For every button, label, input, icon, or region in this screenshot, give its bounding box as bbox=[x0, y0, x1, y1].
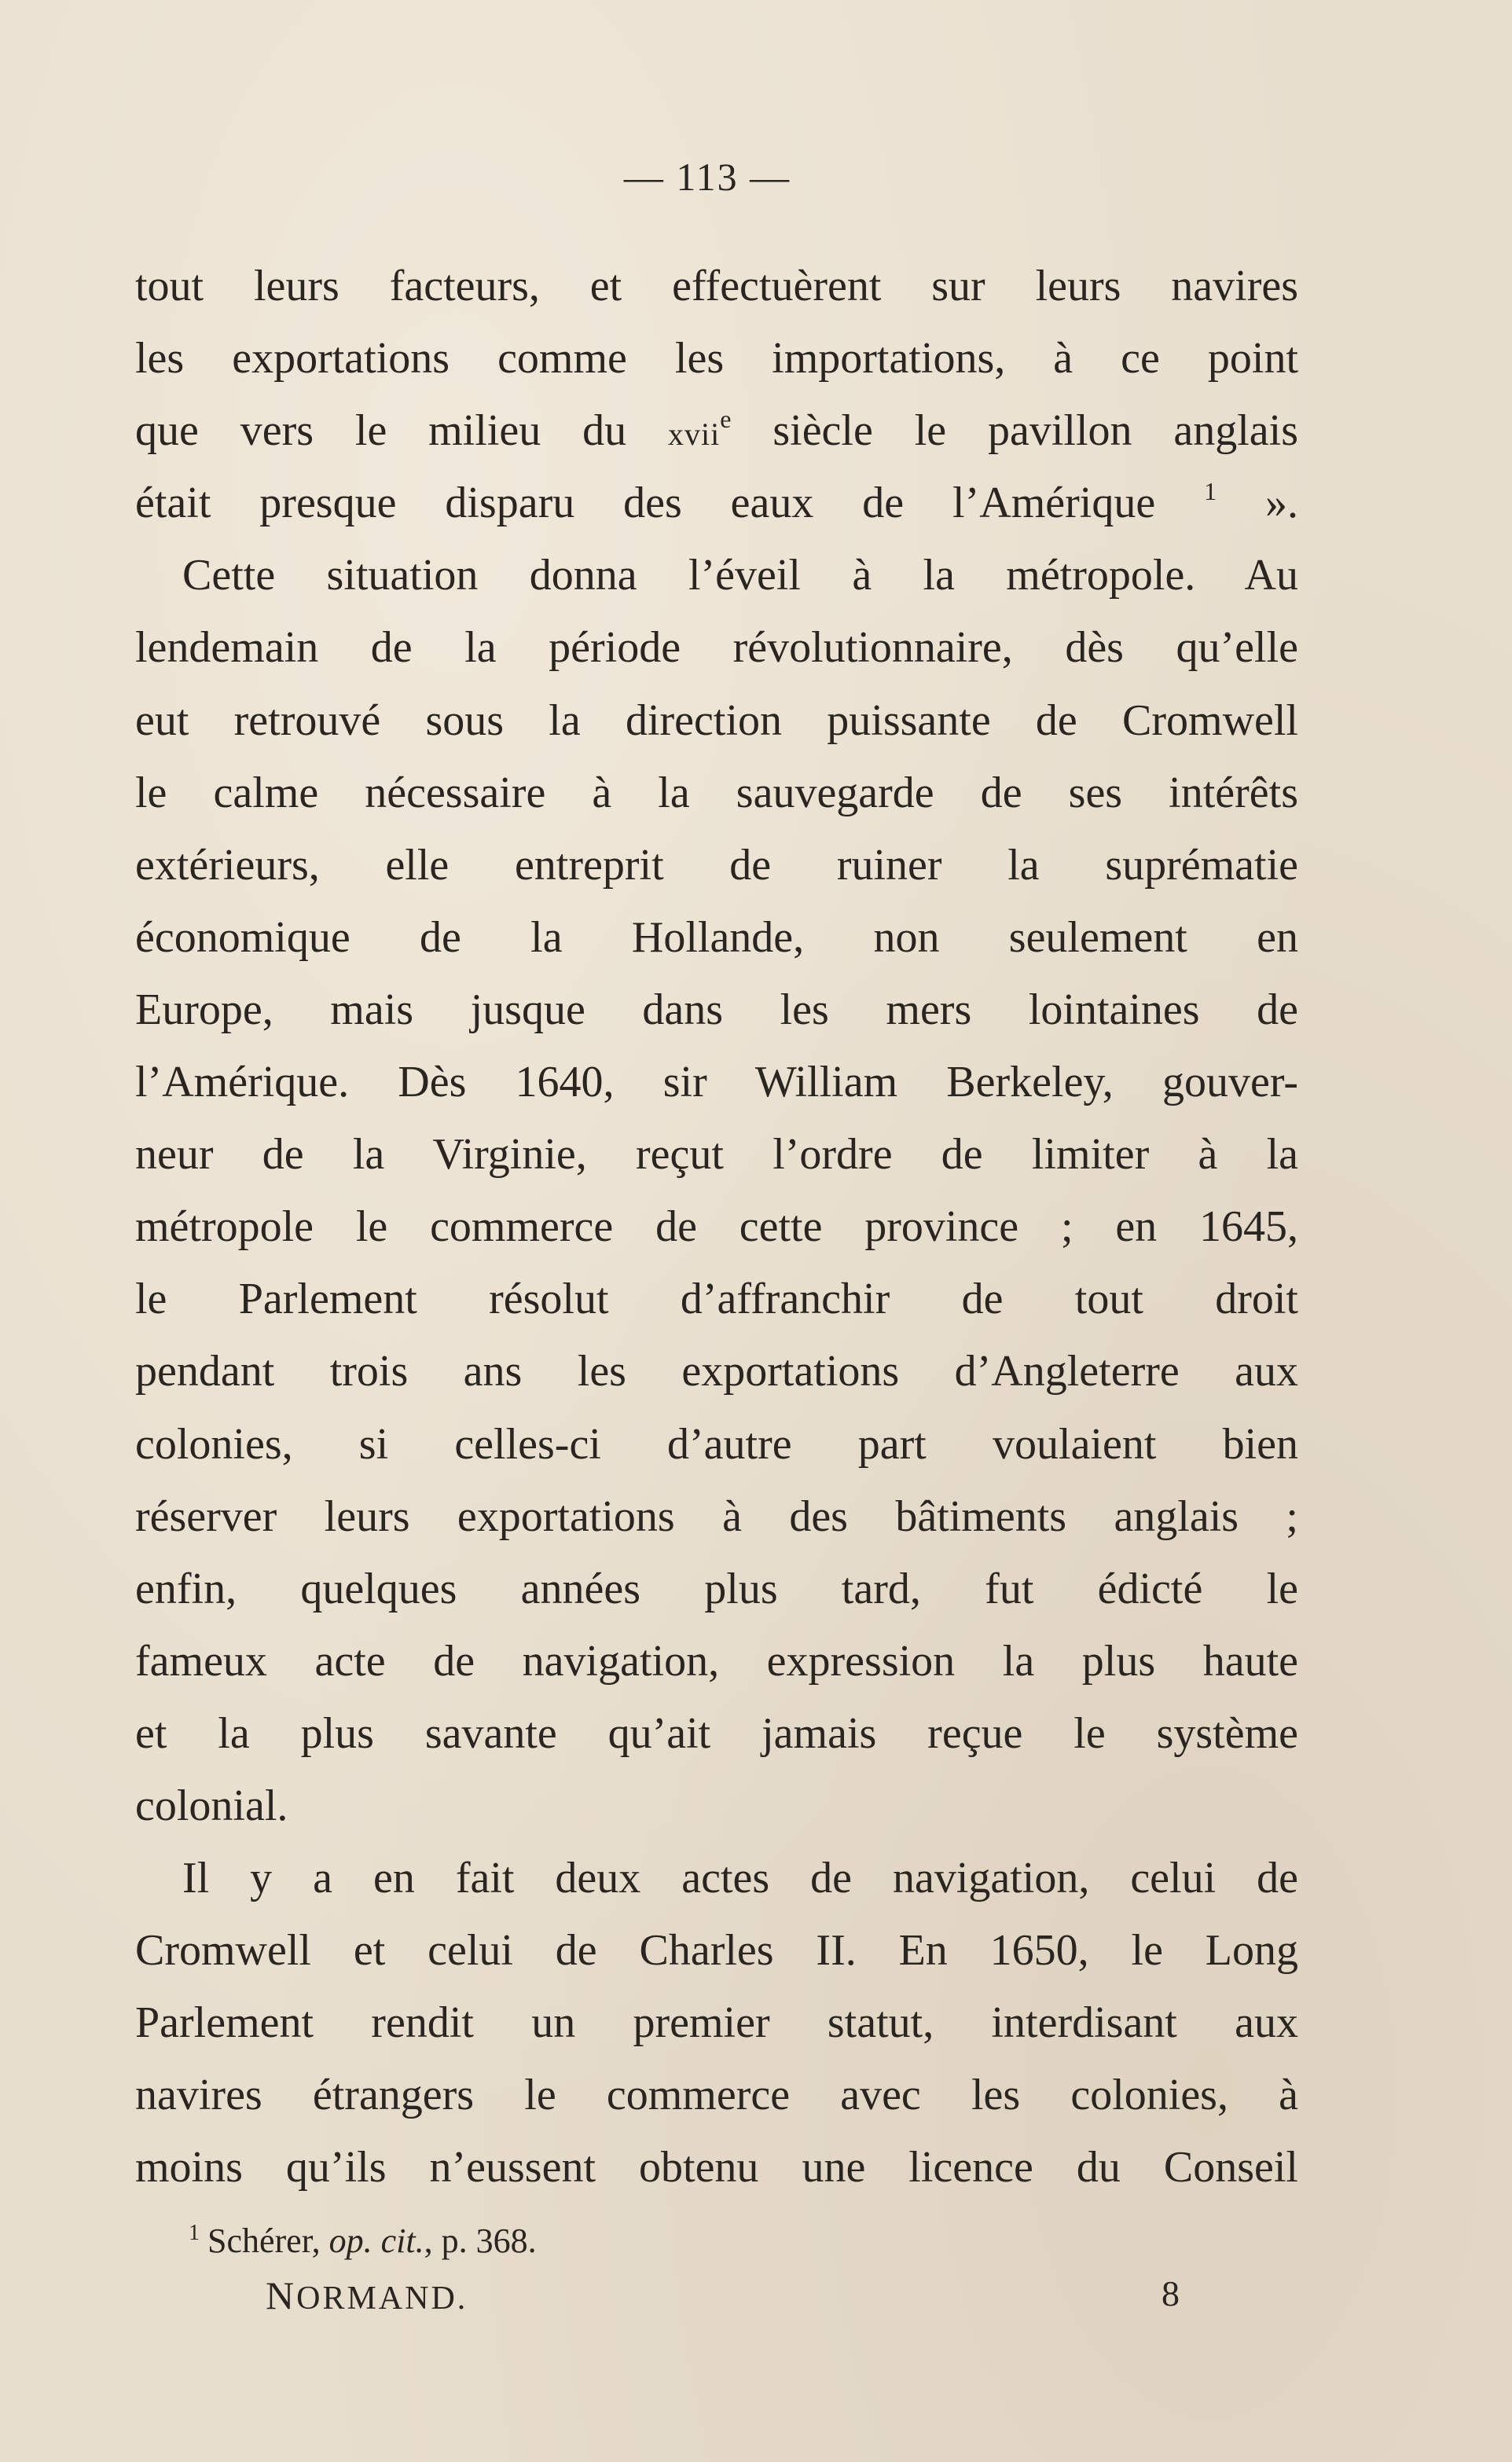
line-text: enfin, quelques années plus tard, fut édicté le bbox=[135, 1564, 1298, 1613]
signature-rest: ORMAND. bbox=[296, 2280, 468, 2317]
footnote-author: Schérer, bbox=[207, 2222, 329, 2260]
text-line bbox=[135, 974, 1298, 1046]
line-text: lendemain de la période révolutionnaire, dès qu’elle bbox=[135, 623, 1298, 673]
text-line bbox=[135, 1625, 1298, 1697]
text-line bbox=[135, 394, 1298, 467]
page-number: — 113 — bbox=[623, 155, 791, 199]
text-line bbox=[135, 1553, 1298, 1625]
line-text: colonial. bbox=[135, 1781, 288, 1830]
line-text: Parlement rendit un premier statut, interdisant aux bbox=[135, 1998, 1298, 2048]
line-text: et la plus savante qu’ait jamais reçue le système bbox=[135, 1708, 1298, 1758]
line-text: le calme nécessaire à la sauvegarde de ses intérêts bbox=[135, 768, 1298, 817]
text-line bbox=[135, 901, 1298, 974]
text-line bbox=[135, 1046, 1298, 1118]
text-line bbox=[135, 250, 1298, 322]
line-text: le Parlement résolut d’affranchir de tout droit bbox=[135, 1275, 1298, 1324]
text-line bbox=[135, 322, 1298, 394]
line-text: réserver leurs exportations à des bâtiments anglais ; bbox=[135, 1492, 1298, 1541]
line-text: neur de la Virginie, reçut l’ordre de limiter à la bbox=[135, 1130, 1298, 1180]
text-line bbox=[135, 1408, 1298, 1481]
line-text: l’Amérique. Dès 1640, sir William Berkeley, gouver- bbox=[135, 1058, 1298, 1107]
text-line bbox=[135, 1770, 1298, 1842]
line-text: les exportations comme les importations, à ce point bbox=[135, 334, 1298, 383]
line-text: métropole le commerce de cette province ; en 1645, bbox=[135, 1202, 1298, 1252]
text-line bbox=[135, 1481, 1298, 1553]
footnote-reference: op. cit. bbox=[328, 2222, 424, 2260]
line-text: était presque disparu des eaux de l’Amérique bbox=[135, 479, 1205, 528]
line-text: colonies, si celles-ci d’autre part voulaient bien bbox=[135, 1419, 1298, 1469]
line-text: eut retrouvé sous la direction puissante de Cromwell bbox=[135, 695, 1298, 745]
line-text: économique de la Hollande, non seulement en bbox=[135, 912, 1298, 962]
line-text: navires étrangers le commerce avec les colonies, à bbox=[135, 2071, 1298, 2120]
line-text: fameux acte de navigation, expression la plus haute bbox=[135, 1636, 1298, 1686]
printer-signature bbox=[266, 2273, 468, 2318]
line-text: moins qu’ils n’eussent obtenu une licence du Conseil bbox=[135, 2143, 1298, 2192]
body-text bbox=[135, 250, 1298, 2204]
text-line bbox=[135, 611, 1298, 684]
footnote bbox=[189, 2218, 1132, 2265]
text-line bbox=[135, 1335, 1298, 1407]
text-line bbox=[135, 2131, 1298, 2203]
text-line bbox=[135, 684, 1298, 757]
text-line bbox=[135, 1987, 1298, 2059]
sheet-number: 8 bbox=[1162, 2273, 1180, 2313]
line-text: pendant trois ans les exportations d’Angleterre aux bbox=[135, 1347, 1298, 1396]
line-text: Cette situation donna l’éveil à la métropole. Au bbox=[182, 551, 1298, 600]
text-line bbox=[135, 829, 1298, 901]
text-line bbox=[135, 1191, 1298, 1263]
line-text: que vers le milieu du bbox=[135, 406, 669, 456]
text-line bbox=[135, 1842, 1298, 1914]
text-line bbox=[135, 2059, 1298, 2131]
century-numeral: xvii bbox=[668, 416, 721, 453]
line-text: Il y a en fait deux actes de navigation, celui de bbox=[182, 1854, 1298, 1903]
line-text: tout leurs facteurs, et effectuèrent sur leurs navires bbox=[135, 262, 1298, 310]
text-line bbox=[135, 1263, 1298, 1335]
text-line bbox=[135, 539, 1298, 611]
line-text: ». bbox=[1217, 479, 1298, 528]
footnote-page: , p. 368. bbox=[424, 2222, 537, 2260]
text-line bbox=[135, 1914, 1298, 1987]
text-line bbox=[135, 1118, 1298, 1191]
text-line bbox=[135, 1697, 1298, 1770]
line-text: extérieurs, elle entreprit de ruiner la suprématie bbox=[135, 840, 1298, 890]
signature-initial: N bbox=[266, 2273, 297, 2317]
superscript: 1 bbox=[1204, 477, 1217, 506]
line-text: siècle le pavillon anglais bbox=[731, 406, 1298, 456]
text-line bbox=[135, 467, 1298, 539]
text-line bbox=[135, 757, 1298, 829]
superscript: e bbox=[720, 405, 732, 434]
line-text: Cromwell et celui de Charles II. En 1650, le Long bbox=[135, 1926, 1298, 1976]
footnote-marker: 1 bbox=[189, 2221, 200, 2245]
line-text: Europe, mais jusque dans les mers lointaines de bbox=[135, 985, 1298, 1034]
